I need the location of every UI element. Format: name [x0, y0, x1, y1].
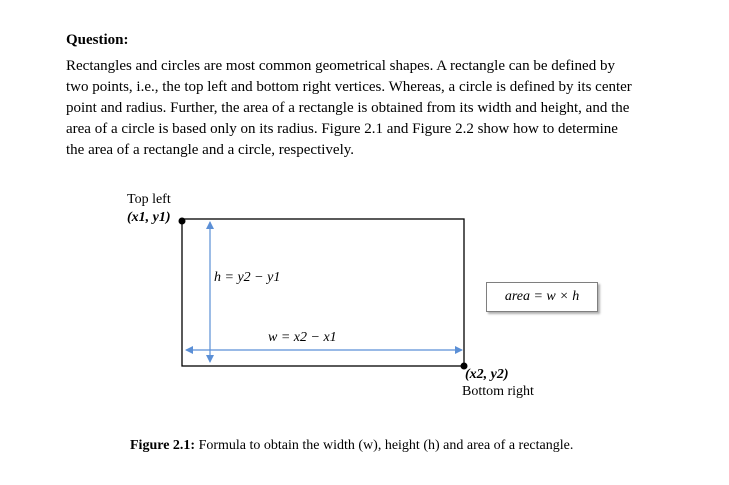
paragraph-line: area of a circle is based only on its radius. Figure 2.1 and Figure 2.2 show how to determine — [66, 121, 618, 137]
figure-caption — [130, 438, 573, 454]
bottom-right-label: Bottom right — [462, 384, 534, 399]
paragraph-line: two points, i.e., the top left and bottom right vertices. Whereas, a circle is defined by its center — [66, 79, 632, 95]
top-left-label: Top left — [127, 192, 171, 207]
paragraph-line: Rectangles and circles are most common geometrical shapes. A rectangle can be defined by — [66, 58, 615, 74]
top-left-vertex — [179, 218, 186, 225]
area-formula: area = w × h — [504, 289, 580, 304]
area-formula-box — [486, 282, 598, 312]
caption-text: Formula to obtain the width (w), height (h) and area of a rectangle. — [195, 438, 574, 453]
width-formula: w = x2 − x1 — [268, 330, 337, 345]
paragraph-line: the area of a rectangle and a circle, respectively. — [66, 142, 355, 158]
top-left-coords: (x1, y1) — [127, 210, 171, 225]
bottom-right-coords: (x2, y2) — [465, 367, 509, 382]
height-formula: h = y2 − y1 — [214, 270, 281, 285]
question-heading: Question: — [66, 32, 129, 48]
paragraph-line: point and radius. Further, the area of a rectangle is obtained from its width and height, and the — [66, 100, 630, 116]
caption-label: Figure 2.1: — [130, 438, 196, 453]
